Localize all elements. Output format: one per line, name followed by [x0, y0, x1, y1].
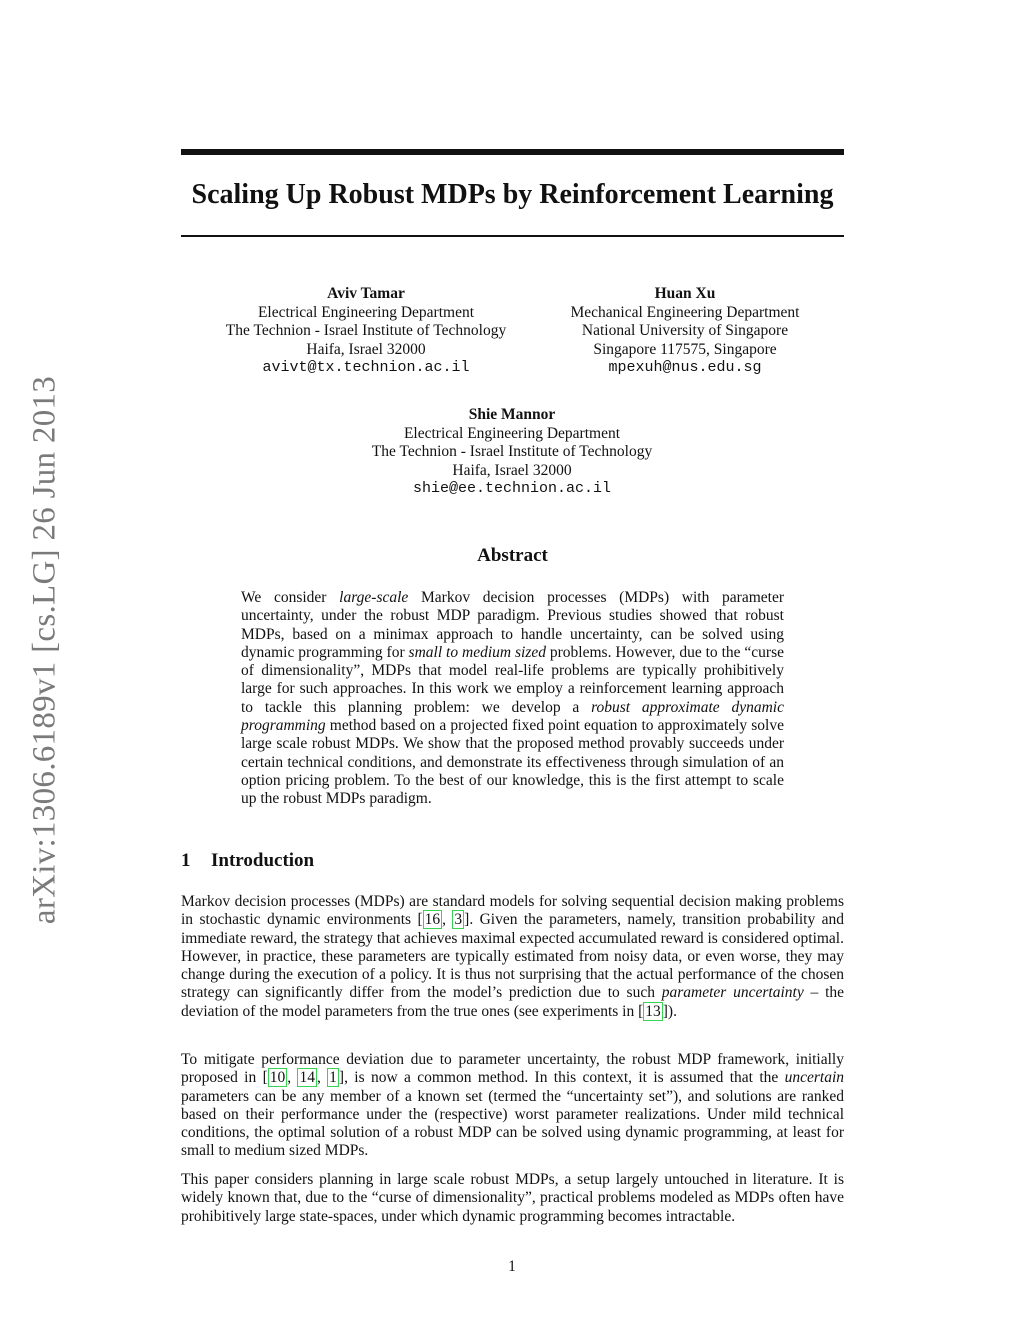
citation-separator: ,: [287, 1069, 298, 1087]
citation-link[interactable]: 13: [645, 1002, 661, 1020]
paragraph-text: parameters can be any member of a known set (termed the “uncertainty set”), and solutions are ranked based on their performance under the (respective) worst parameter realizations. Under mild technical conditions, the optimal solution of a robust MDP can be solved using dynamic programming, at least for small to medium sized MDPs.: [181, 1087, 844, 1160]
author-block-2: [530, 285, 840, 378]
author-address: Singapore 117575, Singapore: [593, 340, 777, 358]
author-email: shie@ee.technion.ac.il: [412, 480, 612, 497]
paper-title: Scaling Up Robust MDPs by Reinforcement Learning: [191, 179, 834, 210]
section-heading: [181, 850, 314, 872]
citation-link[interactable]: 14: [299, 1069, 315, 1087]
page-number: 1: [508, 1258, 516, 1275]
author-address: Haifa, Israel 32000: [452, 461, 572, 479]
author-block-1: [196, 285, 536, 378]
section-title: Introduction: [211, 850, 315, 871]
citation-link[interactable]: 3: [454, 911, 463, 929]
section-number: 1: [181, 850, 191, 871]
author-department: Mechanical Engineering Department: [570, 303, 800, 321]
intro-paragraph-3: This paper considers planning in large scale robust MDPs, a setup largely untouched in literature. It is widely known that, due to the “curse of dimensionality”, practical problems modeled as MDPs often have prohibitively large state-spaces, under which dynamic programming becomes intractable.: [181, 1171, 844, 1225]
arxiv-stamp: [20, 370, 70, 930]
abstract-text-part: Markov decision processes (MDPs) with parameter uncertainty, under the robust MDP paradigm. Previous studies showed that robust MDPs, based on a minimax approach to handle uncertainty, can be solved using dynamic programming for: [241, 589, 784, 661]
abstract-heading: Abstract: [477, 545, 548, 566]
intro-paragraph-1: [181, 893, 844, 1021]
author-name: Aviv Tamar: [327, 285, 405, 302]
author-institution: The Technion - Israel Institute of Technology: [225, 322, 507, 339]
paragraph-text: ]).: [662, 1002, 677, 1020]
arxiv-stamp-text: arXiv:1306.6189v1 [cs.LG] 26 Jun 2013: [26, 375, 63, 925]
abstract-text-part: problems. However, due to the “curse of dimensionality”, MDPs that model real-life problems are typically prohibitively large for such approaches. In this work we employ a reinforcement learning approach to tackle this planning problem: we develop a: [241, 643, 784, 716]
paragraph-emphasis: uncertain: [784, 1069, 844, 1087]
author-address: Haifa, Israel 32000: [306, 340, 426, 358]
author-email: mpexuh@nus.edu.sg: [608, 359, 762, 376]
citation-link[interactable]: 16: [424, 911, 441, 929]
citation-separator: ,: [316, 1069, 328, 1087]
paragraph-text: – the deviation of the model parameters from the true ones (see experiments in [: [181, 984, 845, 1020]
author-institution: National University of Singapore: [581, 322, 789, 339]
abstract-text-part: method based on a projected fixed point equation to approximately solve large scale robust MDPs. We show that the proposed method provably succeeds under certain technical conditions, and demonstrate its effectiveness through simulation of an option pricing problem. To the best of our knowledge, this is the first attempt to scale up the robust MDPs paradigm.: [241, 717, 784, 808]
abstract-emphasis: small to medium sized: [408, 643, 546, 661]
intro-paragraph-2: [181, 1051, 844, 1161]
paragraph-text: ]. Given the parameters, namely, transition probability and immediate reward, the strategy that achieves maximal expected accumulated reward is considered optimal. However, in practice, these parameters are typically estimated from noisy data, or even worse, they may change during the execution of a policy. It is thus not surprising that the actual performance of the chosen strategy can significantly differ from the model’s prediction due to such: [181, 911, 845, 1002]
abstract-text-part: We consider: [241, 589, 340, 606]
paragraph-text: To mitigate performance deviation due to parameter uncertainty, the robust MDP framework, initially proposed in [: [181, 1051, 844, 1087]
paragraph-emphasis: parameter uncertainty: [661, 984, 804, 1002]
citation-link[interactable]: 10: [269, 1069, 286, 1087]
author-department: Electrical Engineering Department: [403, 424, 621, 442]
paragraph-text: Markov decision processes (MDPs) are standard models for solving sequential decision making problems in stochastic dynamic environments [: [181, 893, 844, 929]
author-email: avivt@tx.technion.ac.il: [262, 359, 470, 376]
author-name: Huan Xu: [654, 285, 716, 302]
author-block-3: [340, 406, 684, 499]
title-top-rule: [181, 149, 844, 155]
author-name: Shie Mannor: [468, 406, 556, 423]
citation-link[interactable]: 1: [329, 1069, 337, 1087]
author-department: Electrical Engineering Department: [257, 303, 475, 321]
citation-separator: ,: [442, 911, 453, 929]
abstract-emphasis: robust approximate dynamic programming: [241, 698, 784, 735]
author-institution: The Technion - Israel Institute of Technology: [371, 443, 653, 460]
paragraph-text: ], is now a common method. In this context, it is assumed that the: [338, 1069, 785, 1087]
abstract-text: [241, 589, 784, 809]
abstract-emphasis: large-scale: [339, 589, 409, 606]
title-bottom-rule: [181, 235, 844, 237]
